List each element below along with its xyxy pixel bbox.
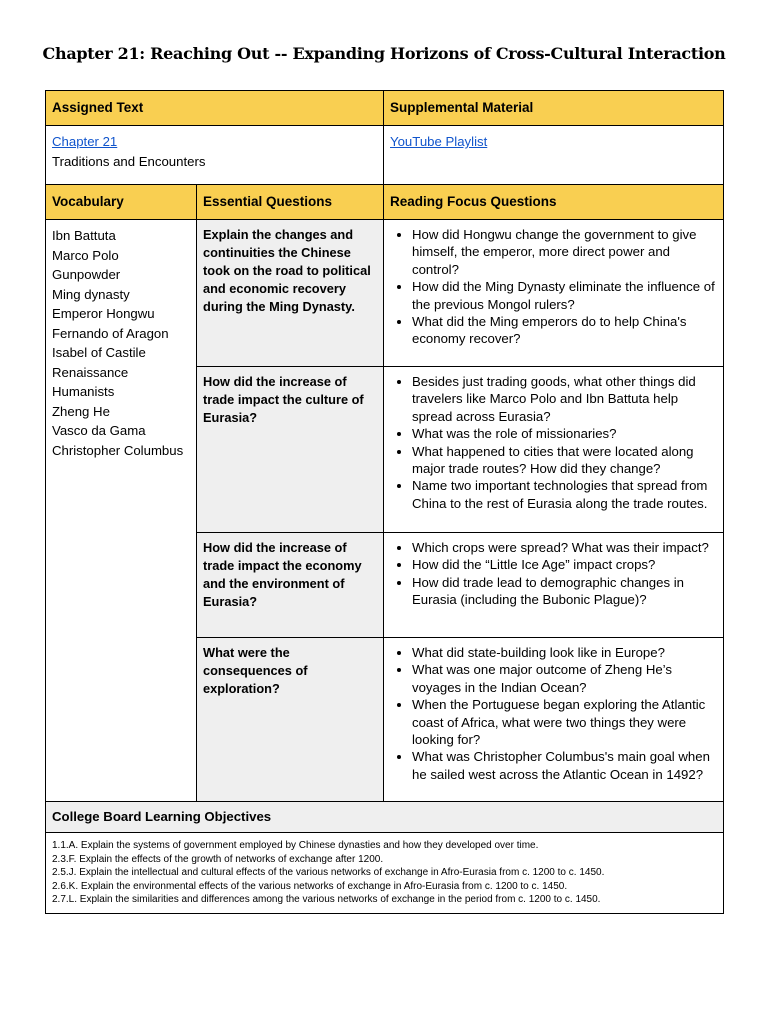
reading-question: • What was the role of missionaries? (412, 425, 717, 442)
essential-question: How did the increase of trade impact the culture of Eurasia? (197, 367, 384, 533)
vocab-item: Humanists (52, 384, 115, 399)
vocab-item: Marco Polo (52, 247, 119, 263)
assigned-text-cell (46, 126, 384, 185)
vocab-item: Gunpowder (52, 267, 121, 282)
essential-question: How did the increase of trade impact the economy and the environment of Eurasia? (197, 533, 384, 638)
objective-item: 2.5.J. Explain the intellectual and cultural effects of the various networks of exchange in Afro-Eurasia from c. 1200 to c. 1450. (52, 867, 605, 878)
vocab-item: Ibn Battuta (52, 228, 116, 243)
supplemental-cell (384, 126, 724, 185)
youtube-playlist-link[interactable]: YouTube Playlist (390, 134, 488, 149)
objective-item: 1.1.A. Explain the systems of government employed by Chinese dynasties and how they developed over time. (52, 840, 539, 851)
chapter-link[interactable]: Chapter 21 (52, 134, 118, 149)
reading-question: • Besides just trading goods, what other things did travelers like Marco Polo and Ibn Battuta help spread across Eurasia? (412, 373, 717, 425)
objectives-row (46, 833, 724, 914)
vocab-item: Zheng He (52, 403, 110, 419)
essential-questions-header: Essential Questions (197, 185, 384, 220)
reading-question: • Which crops were spread? What was their impact? (412, 539, 717, 556)
reading-focus-cell (384, 220, 724, 367)
objectives-cell (46, 833, 724, 914)
reading-focus-cell (384, 533, 724, 638)
vocab-item: Fernando of Aragon (52, 325, 169, 341)
reading-focus-cell (384, 367, 724, 533)
reading-focus-header: Reading Focus Questions (384, 185, 724, 220)
reading-question: • How did the Ming Dynasty eliminate the influence of the previous Mongol rulers? (412, 278, 717, 313)
curriculum-table (45, 90, 724, 914)
header-row-columns (46, 185, 724, 220)
objective-item: 2.7.L. Explain the similarities and differences among the various networks of exchange in the period from c. 1200 to c. 1450. (52, 894, 601, 905)
assigned-subtitle: Traditions and Encounters (52, 153, 206, 169)
objectives-header-row (46, 802, 724, 833)
objective-item: 2.3.F. Explain the effects of the growth of networks of exchange after 1200. (52, 853, 384, 865)
assigned-row (46, 126, 724, 185)
reading-question: • How did Hongwu change the government to give himself, the emperor, more direct power and control? (412, 226, 717, 278)
objectives-header: College Board Learning Objectives (46, 802, 724, 833)
reading-question: • How did trade lead to demographic changes in Eurasia (including the Bubonic Plague)? (412, 574, 717, 609)
page-title: Chapter 21: Reaching Out -- Expanding Horizons of Cross-Cultural Interaction (42, 44, 726, 63)
reading-focus-cell (384, 638, 724, 802)
reading-question: • How did the “Little Ice Age” impact crops? (412, 556, 717, 573)
reading-question: • When the Portuguese began exploring the Atlantic coast of Africa, what were two things they were looking for? (412, 696, 717, 748)
vocab-item: Ming dynasty (52, 286, 130, 302)
vocabulary-header: Vocabulary (46, 185, 197, 220)
reading-question: • What did the Ming emperors do to help China's economy recover? (412, 313, 717, 348)
header-row-top (46, 91, 724, 126)
reading-question: • What did state-building look like in Europe? (412, 644, 717, 661)
assigned-text-header: Assigned Text (46, 91, 384, 126)
essential-question: What were the consequences of exploration? (197, 638, 384, 802)
reading-question: • What was one major outcome of Zheng He’s voyages in the Indian Ocean? (412, 661, 717, 696)
reading-question: • Name two important technologies that spread from China to the rest of Eurasia along the trade routes. (412, 477, 717, 512)
objective-item: 2.6.K. Explain the environmental effects of the various networks of exchange in Afro-Eurasia from c. 1200 to c. 1450. (52, 880, 568, 892)
vocab-item: Emperor Hongwu (52, 306, 155, 321)
vocab-item: Christopher Columbus (52, 442, 184, 458)
vocab-item: Vasco da Gama (52, 423, 146, 438)
essential-question: Explain the changes and continuities the Chinese took on the road to political and economic recovery during the Ming Dynasty. (197, 220, 384, 367)
vocabulary-cell (46, 220, 197, 802)
vocab-item: Renaissance (52, 364, 129, 380)
supplemental-header: Supplemental Material (384, 91, 724, 126)
section-row (46, 220, 724, 367)
reading-question: • What was Christopher Columbus's main goal when he sailed west across the Atlantic Ocean in 1492? (412, 748, 717, 783)
reading-question: • What happened to cities that were located along major trade routes? How did they change? (412, 443, 717, 478)
vocab-item: Isabel of Castile (52, 345, 146, 360)
